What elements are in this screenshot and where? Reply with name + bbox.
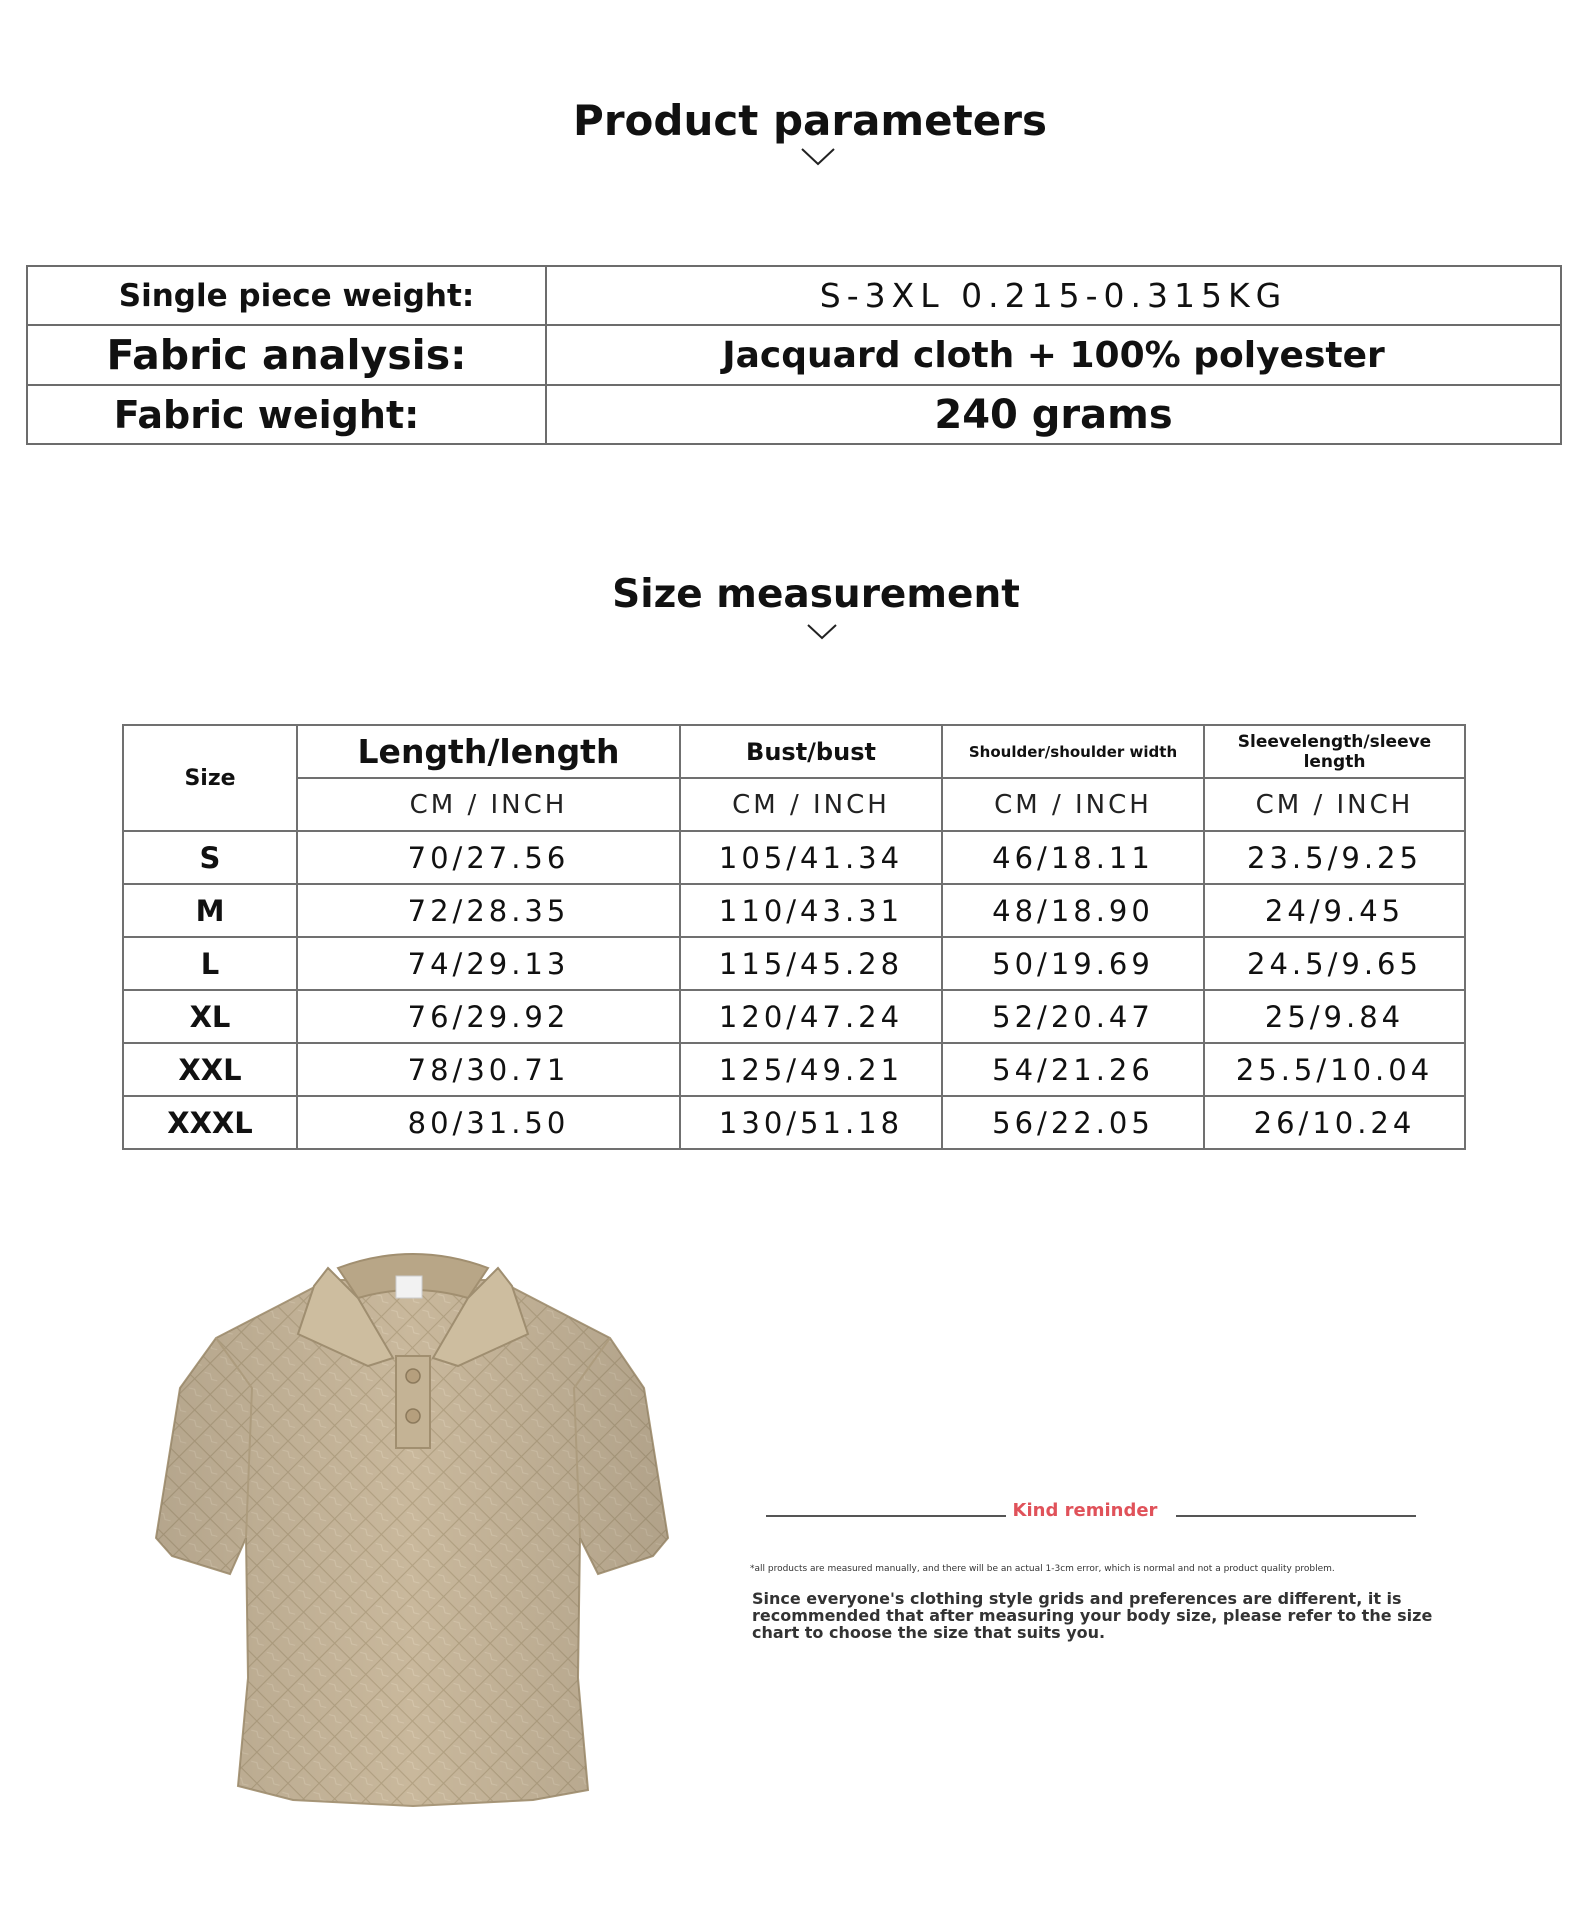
value-cell: 130/51.18 bbox=[680, 1096, 942, 1149]
size-cell: XXL bbox=[123, 1043, 297, 1096]
value-cell: 76/29.92 bbox=[297, 990, 680, 1043]
value-cell: 70/27.56 bbox=[297, 831, 680, 884]
value-cell: 50/19.69 bbox=[942, 937, 1204, 990]
value-cell: 46/18.11 bbox=[942, 831, 1204, 884]
size-cell: XL bbox=[123, 990, 297, 1043]
table-row bbox=[123, 1096, 1465, 1149]
column-header-bust: Bust/bust bbox=[680, 725, 942, 778]
kind-reminder-title: Kind reminder bbox=[1012, 1500, 1158, 1521]
polo-shirt-icon bbox=[148, 1238, 678, 1808]
size-measurement-title: Size measurement bbox=[612, 572, 1020, 617]
table-row bbox=[123, 884, 1465, 937]
param-value: S-3XL 0.215-0.315KG bbox=[546, 266, 1561, 325]
divider bbox=[766, 1515, 1006, 1517]
divider bbox=[1176, 1515, 1416, 1517]
size-cell: L bbox=[123, 937, 297, 990]
value-cell: 56/22.05 bbox=[942, 1096, 1204, 1149]
product-parameters-title: Product parameters bbox=[573, 96, 1047, 145]
product-parameters-table bbox=[26, 265, 1562, 445]
value-cell: 24/9.45 bbox=[1204, 884, 1465, 937]
product-image bbox=[148, 1238, 678, 1808]
value-cell: 25.5/10.04 bbox=[1204, 1043, 1465, 1096]
unit-label: CM / INCH bbox=[942, 778, 1204, 831]
size-cell: S bbox=[123, 831, 297, 884]
size-table-header bbox=[123, 725, 1465, 778]
value-cell: 115/45.28 bbox=[680, 937, 942, 990]
value-cell: 105/41.34 bbox=[680, 831, 942, 884]
chevron-down-icon bbox=[806, 623, 838, 641]
value-cell: 25/9.84 bbox=[1204, 990, 1465, 1043]
value-cell: 26/10.24 bbox=[1204, 1096, 1465, 1149]
size-table-units bbox=[123, 778, 1465, 831]
value-cell: 80/31.50 bbox=[297, 1096, 680, 1149]
param-row-fabric bbox=[27, 325, 1561, 385]
value-cell: 125/49.21 bbox=[680, 1043, 942, 1096]
value-cell: 48/18.90 bbox=[942, 884, 1204, 937]
value-cell: 24.5/9.65 bbox=[1204, 937, 1465, 990]
unit-label: CM / INCH bbox=[297, 778, 680, 831]
size-header: Size bbox=[123, 725, 297, 831]
param-label: Fabric weight: bbox=[27, 385, 546, 444]
size-cell: M bbox=[123, 884, 297, 937]
param-label: Fabric analysis: bbox=[27, 325, 546, 385]
table-row bbox=[123, 990, 1465, 1043]
value-cell: 74/29.13 bbox=[297, 937, 680, 990]
value-cell: 23.5/9.25 bbox=[1204, 831, 1465, 884]
value-cell: 54/21.26 bbox=[942, 1043, 1204, 1096]
size-table bbox=[122, 724, 1466, 1150]
value-cell: 78/30.71 bbox=[297, 1043, 680, 1096]
column-header-length: Length/length bbox=[297, 725, 680, 778]
column-header-shoulder: Shoulder/shoulder width bbox=[942, 725, 1204, 778]
chevron-down-icon bbox=[800, 147, 836, 167]
table-row bbox=[123, 1043, 1465, 1096]
param-value: Jacquard cloth + 100% polyester bbox=[546, 325, 1561, 385]
size-cell: XXXL bbox=[123, 1096, 297, 1149]
table-row bbox=[123, 937, 1465, 990]
param-row-weight bbox=[27, 266, 1561, 325]
value-cell: 110/43.31 bbox=[680, 884, 942, 937]
value-cell: 52/20.47 bbox=[942, 990, 1204, 1043]
column-header-sleeve: Sleevelength/sleeve length bbox=[1204, 725, 1465, 778]
param-value: 240 grams bbox=[546, 385, 1561, 444]
measurement-note: *all products are measured manually, and there will be an actual 1-3cm error, which is normal and not a product quality problem. bbox=[750, 1564, 1335, 1574]
param-row-fabric-weight bbox=[27, 385, 1561, 444]
param-label: Single piece weight: bbox=[27, 266, 546, 325]
reminder-body: Since everyone's clothing style grids and preferences are different, it is recommended that after measuring your body size, please refer to the size chart to choose the size that suits you. bbox=[752, 1589, 1433, 1642]
unit-label: CM / INCH bbox=[1204, 778, 1465, 831]
value-cell: 72/28.35 bbox=[297, 884, 680, 937]
unit-label: CM / INCH bbox=[680, 778, 942, 831]
value-cell: 120/47.24 bbox=[680, 990, 942, 1043]
table-row bbox=[123, 831, 1465, 884]
